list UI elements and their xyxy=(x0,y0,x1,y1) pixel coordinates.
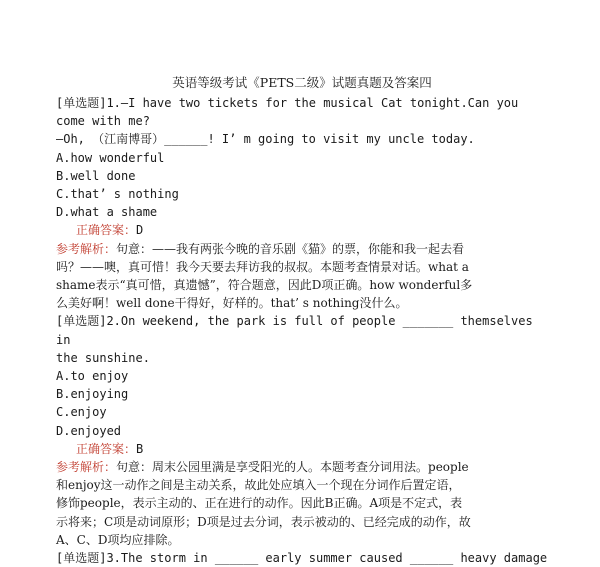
analysis-line: shame表示“真可惜，真遗憾”，符合题意，因此D项正确。how wonderful多 xyxy=(56,278,473,293)
answer-label: 正确答案： xyxy=(76,441,137,456)
option-b: B.well done xyxy=(56,168,136,183)
document-title: 英语等级考试《PETS二级》试题真题及答案四 xyxy=(172,75,432,90)
analysis-text: 句意：周末公园里满是享受阳光的人。本题考查分词用法。people xyxy=(116,460,469,475)
correct-answer xyxy=(56,221,548,239)
option-d: D.enjoyed xyxy=(56,423,122,438)
option-a: A.how wonderful xyxy=(56,150,165,165)
question-line: the sunshine. xyxy=(56,350,150,365)
question-3 xyxy=(56,549,548,567)
question-line: [单选题]1.—I have two tickets for the musical Cat tonight.Can you xyxy=(56,96,519,110)
analysis-label: 参考解析： xyxy=(56,241,117,256)
analysis-line: A、C、D项均应排除。 xyxy=(56,532,180,547)
analysis-line: 示将来；C项是动词原形；D项是过去分词，表示被动的、已经完成的动作，故 xyxy=(56,514,471,529)
question-line: [单选题]3.The storm in ______ early summer caused ______ heavy damage xyxy=(56,551,548,566)
analysis-line: 修饰people，表示主动的、正在进行的动作。因此B正确。A项是不定式，表 xyxy=(56,496,463,511)
analysis-line: 吗？——噢，真可惜！我今天要去拜访我的叔叔。本题考查情景对话。what a xyxy=(56,259,469,274)
answer-value: D xyxy=(136,223,144,238)
question-line: [单选题]2.On weekend, the park is full of people _______ themselves in xyxy=(56,314,540,347)
option-c: C.enjoy xyxy=(56,405,107,420)
analysis-line xyxy=(56,240,548,258)
analysis-line: 和enjoy这一动作之间是主动关系，故此处应填入一个现在分词作后置定语， xyxy=(56,478,461,493)
correct-answer xyxy=(56,440,548,458)
analysis-line xyxy=(56,458,548,476)
option-d: D.what a shame xyxy=(56,205,158,220)
answer-label: 正确答案： xyxy=(76,223,137,238)
question-2 xyxy=(56,312,548,549)
question-1 xyxy=(56,94,548,312)
analysis-line: 么美好啊！well done干得好，好样的。that’ s nothing没什么。 xyxy=(56,296,408,311)
option-b: B.enjoying xyxy=(56,387,129,402)
analysis-label: 参考解析： xyxy=(56,460,117,475)
question-line: —Oh, （江南博哥）______! I’ m going to visit my uncle today. xyxy=(56,132,475,147)
answer-value: B xyxy=(136,441,144,456)
question-line: come with me? xyxy=(56,114,150,129)
analysis-text: 句意：——我有两张今晚的音乐剧《猫》的票，你能和我一起去看 xyxy=(116,241,465,256)
option-a: A.to enjoy xyxy=(56,369,129,384)
option-c: C.that’ s nothing xyxy=(56,187,179,202)
